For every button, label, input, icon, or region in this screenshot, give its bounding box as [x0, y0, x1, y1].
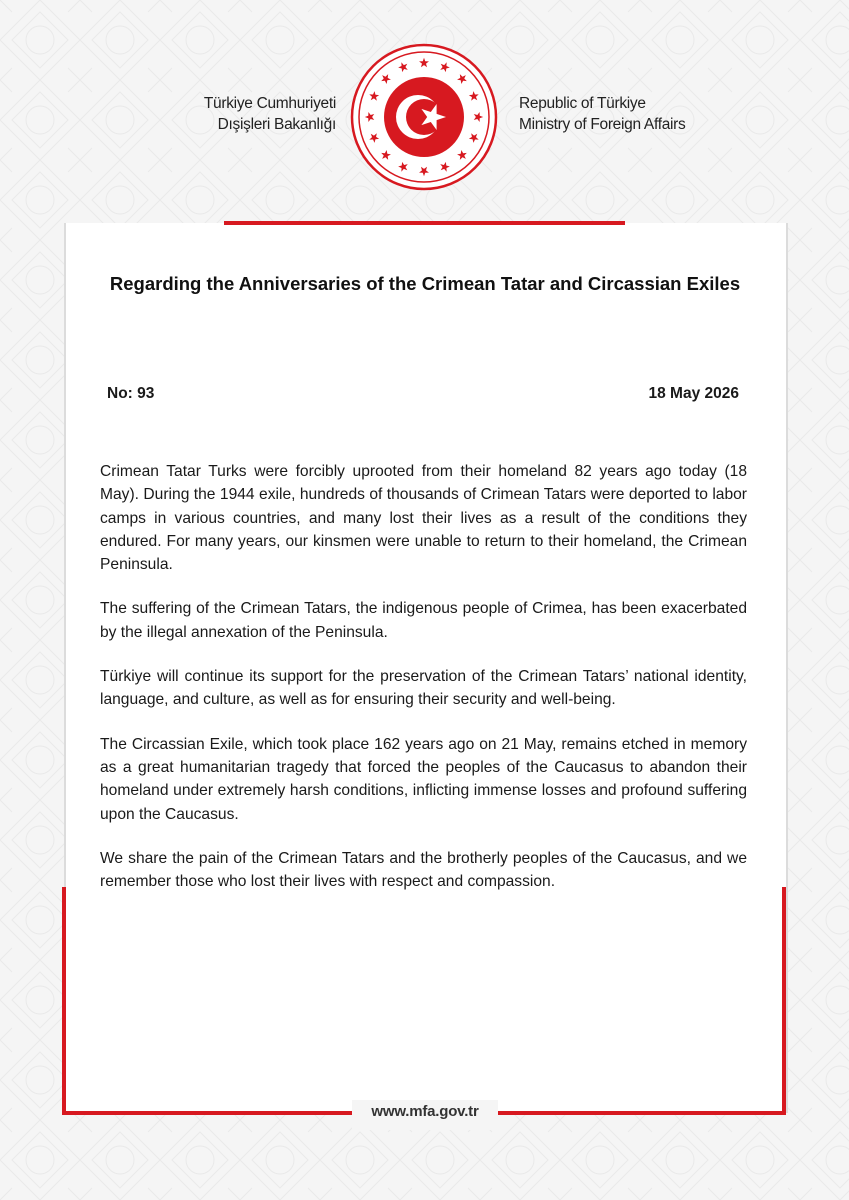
document-title: Regarding the Anniversaries of the Crimean Tatar and Circassian Exiles	[109, 273, 741, 294]
header-right-line2: Ministry of Foreign Affairs	[519, 116, 686, 133]
document-body	[100, 460, 747, 914]
red-accent-top	[224, 221, 625, 225]
paragraph: The suffering of the Crimean Tatars, the indigenous people of Crimea, has been exacerbated by the illegal annexation of the Peninsula.	[100, 600, 747, 641]
red-accent-left	[62, 887, 66, 1115]
paragraph: Türkiye will continue its support for the preservation of the Crimean Tatars’ national identity, language, and culture, as well as for ensuring their security and well-being.	[100, 668, 747, 709]
paragraph: Crimean Tatar Turks were forcibly uprooted from their homeland 82 years ago today (18 May). During the 1944 exile, hundreds of thousands of Crimean Tatars were deported to labor camps in various countries, and many lost their lives as a result of the conditions they endured. For many years, our kinsmen were unable to return to their homeland, the Crimean Peninsula.	[100, 463, 747, 574]
red-accent-right	[782, 887, 786, 1115]
header-left	[150, 93, 336, 135]
header-right-line1: Republic of Türkiye	[519, 95, 646, 112]
ministry-seal-logo	[349, 42, 499, 192]
header-right	[519, 93, 719, 135]
paragraph: We share the pain of the Crimean Tatars and the brotherly peoples of the Caucasus, and we remember those who lost their lives with respect and compassion.	[100, 849, 747, 891]
paragraph: The Circassian Exile, which took place 162 years ago on 21 May, remains etched in memory as a great humanitarian tragedy that forced the peoples of the Caucasus to abandon their homeland under extremely harsh conditions, inflicting immense losses and profound suffering upon the Caucasus.	[100, 735, 747, 823]
document-number: No: 93	[107, 385, 155, 402]
website-link[interactable]: www.mfa.gov.tr	[371, 1103, 479, 1120]
header-left-line1: Türkiye Cumhuriyeti	[203, 95, 336, 112]
header-left-line2: Dışişleri Bakanlığı	[217, 116, 336, 133]
document-date: 18 May 2026	[648, 385, 739, 402]
red-accent-bottom-right	[498, 1111, 786, 1115]
red-accent-bottom-left	[62, 1111, 352, 1115]
